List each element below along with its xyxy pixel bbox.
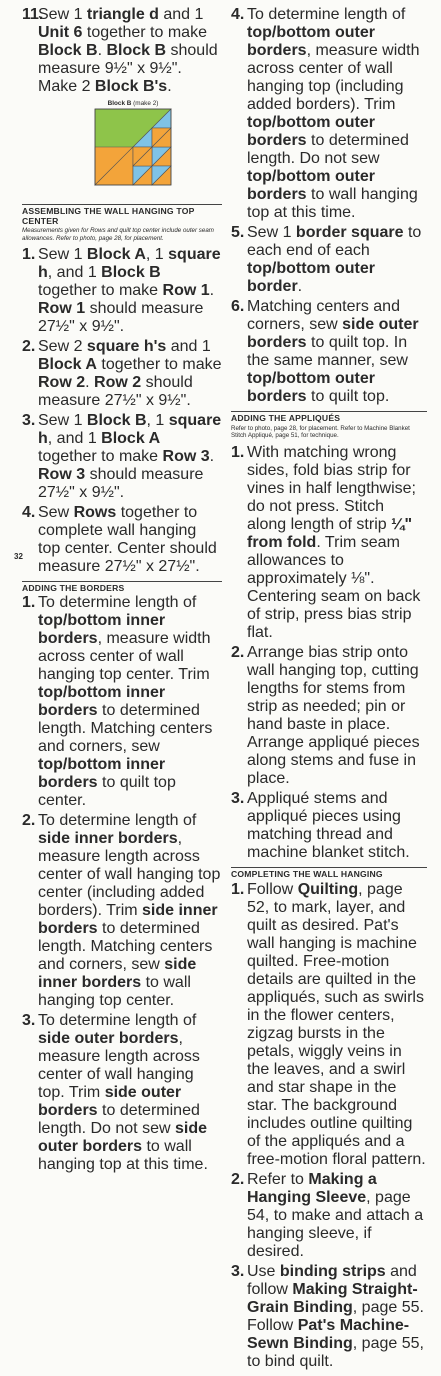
bold-term: ¼" from fold (247, 515, 413, 551)
text-run: and follow (247, 1263, 417, 1299)
step-number: 1. (22, 246, 36, 264)
text-run: To determine length of (38, 593, 197, 611)
step-item (22, 246, 222, 336)
bold-term: Row 3 (38, 466, 86, 484)
text-run: together to make (96, 356, 222, 374)
bold-term: triangle d (86, 6, 159, 23)
text-run: Sew 2 (38, 338, 87, 356)
bold-term: Block A (38, 356, 97, 374)
section-assembling-intro: Measurements given for Rows and quilt top center include outer seam allowances. Refer to photo, page 28, for placement. (22, 227, 214, 242)
bold-term: Block B (106, 42, 167, 59)
step-item (231, 644, 427, 788)
text-run: Refer to (247, 1171, 309, 1189)
section-completing-steps (231, 881, 427, 1371)
bold-term: side inner borders (38, 829, 178, 847)
right-column (231, 6, 427, 1376)
section-borders-cont (231, 6, 427, 406)
bold-term: Block A (86, 246, 146, 264)
bold-term: top/bottom outer borders (247, 168, 375, 203)
bold-term: top/bottom outer borders (247, 114, 375, 149)
section-borders (22, 581, 222, 1174)
step-number: 3. (22, 1011, 36, 1029)
text-run: should measure 27½" x 9½". (38, 374, 193, 410)
bold-term: square h (38, 246, 221, 282)
step-item (22, 1012, 222, 1174)
bold-term: Pat's Machine-Sewn Binding (247, 1317, 410, 1353)
text-run: , measure length across center of wall hanging top. Trim (38, 1029, 200, 1101)
step-text (38, 246, 222, 336)
text-run: together to make (38, 282, 163, 300)
step-number: 2. (231, 1171, 245, 1189)
text-run: Sew (38, 504, 74, 522)
text-run: . (85, 374, 95, 392)
text-run: , and 1 (47, 430, 102, 448)
bold-term: side outer borders (38, 1083, 182, 1119)
block-b-diagram (76, 109, 190, 185)
section-assembling-steps (22, 246, 222, 576)
text-run: . Trim seam allowances to approximately ⅛". Centering seam on back of strip, press bias strip flat. (247, 533, 421, 641)
step-item (231, 6, 427, 222)
step-number: 1. (22, 593, 36, 611)
bold-term: Block B (38, 42, 98, 59)
step-text (247, 881, 427, 1169)
step-text (38, 504, 222, 576)
text-run: , and 1 (47, 264, 102, 282)
bold-term: Block A (101, 430, 161, 448)
step-11-number: 11. (22, 6, 44, 23)
text-run: to determined length. Do not sew (38, 1101, 200, 1137)
step-item (231, 1263, 427, 1371)
text-run: To determine length of (38, 811, 197, 829)
step-item (22, 338, 222, 410)
step-text (247, 790, 427, 862)
section-completing (231, 867, 427, 1372)
bold-term: Unit 6 (38, 24, 83, 41)
text-run: should measure 27½" x 9½". (38, 300, 204, 336)
step-number: 2. (22, 338, 36, 356)
block-b-caption (76, 100, 190, 107)
text-run: should measure 27½" x 9½". (38, 466, 204, 502)
text-run: together to make (38, 448, 163, 466)
step-text (38, 812, 222, 1010)
step-11 (22, 6, 222, 96)
block-b-title: Block B (107, 100, 132, 107)
bold-term: binding strips (279, 1263, 386, 1281)
section-assembling-title: ASSEMBLING THE WALL HANGING TOP CENTER (22, 204, 222, 226)
bold-term: Block B (101, 264, 161, 282)
bold-term: Row 1 (162, 282, 210, 300)
text-run: Arrange bias strip onto wall hanging top, cutting lengths for stems from strip as needed; pin or hand baste in place. Arrange appliqué pieces along stems and fuse in place. (247, 643, 420, 787)
step-number: 3. (231, 789, 245, 807)
text-run: , measure width across center of wall hanging top center. Trim (38, 629, 211, 683)
bold-term: Block B's (94, 78, 168, 95)
step-item (22, 504, 222, 576)
text-run: . (297, 278, 303, 295)
left-column (22, 6, 222, 1179)
text-run: Sew 1 (38, 6, 87, 23)
text-run: , 1 (145, 246, 169, 264)
bold-term: Row 1 (38, 300, 86, 318)
block-b-figure (76, 100, 190, 190)
step-number: 4. (22, 504, 36, 522)
text-run: Follow (247, 881, 298, 899)
step-number: 3. (231, 1263, 245, 1281)
bold-term: top/bottom outer borders (247, 370, 375, 405)
step-text (38, 594, 222, 810)
step-number: 6. (231, 298, 245, 315)
text-run: , 1 (146, 412, 169, 430)
section-borders-steps-cont (231, 6, 427, 406)
text-run: and 1 (166, 338, 211, 356)
step-text (247, 298, 427, 406)
text-run: With matching wrong sides, fold bias strip for vines in half lengthwise; do not press. Stitch along length of strip (247, 443, 416, 533)
step-text (38, 338, 222, 410)
bold-term: side outer borders (38, 1119, 207, 1155)
step-item (231, 790, 427, 862)
bold-term: side inner borders (38, 955, 197, 991)
bold-term: top/bottom outer borders (247, 24, 375, 59)
text-run: to wall hanging top center. (38, 973, 191, 1009)
text-run: , page 52, to mark, layer, and quilt as desired. Pat's wall hanging is machine quilted. Free-motion details are quilted in the appliqués, such as swirls in the flower centers, zigzag bursts in the petals, wiggly veins in the leaves, and a swirl and star shape in the star. The background includes outline quilting of the appliqués and a free-motion floral pattern. (247, 881, 426, 1169)
step-number: 3. (22, 412, 36, 430)
bold-term: Row 3 (162, 448, 210, 466)
step-text (247, 644, 427, 788)
bold-term: top/bottom inner borders (38, 611, 166, 647)
text-run: , page 55. Follow (247, 1299, 424, 1335)
page-number: 32 (14, 552, 23, 561)
step-text (38, 412, 222, 502)
text-run: . (167, 78, 172, 95)
bold-term: border square (295, 224, 404, 241)
bold-term: side outer borders (247, 316, 419, 351)
bold-term: Block B (86, 412, 147, 430)
text-run: . (97, 42, 107, 59)
text-run: . (209, 282, 215, 300)
bold-term: square h's (86, 338, 167, 356)
bold-term: Row 2 (38, 374, 86, 392)
text-run: , measure width across center of wall hanging top (including added borders). Trim (247, 42, 420, 113)
text-run: , page 54, to make and attach a hanging sleeve, if desired. (247, 1189, 424, 1261)
step-text (247, 224, 427, 296)
bold-term: top/bottom inner borders (38, 755, 166, 791)
section-borders-title: ADDING THE BORDERS (22, 581, 222, 594)
text-run: to each end of each (247, 224, 422, 259)
bold-term: Making Straight-Grain Binding (247, 1281, 418, 1317)
text-run: to wall hanging top at this time. (247, 186, 418, 221)
step-item (231, 444, 427, 642)
text-run: to quilt top. In the same manner, sew (247, 334, 408, 369)
bold-term: side inner borders (38, 901, 218, 937)
section-applique-intro: Refer to photo, page 28, for placement. Refer to Machine Blanket Stitch Appliqué, page 51, for technique. (231, 424, 410, 440)
bold-term: side outer borders (38, 1029, 179, 1047)
text-run: Appliqué stems and appliqué pieces using matching thread and machine blanket stitch. (247, 789, 410, 861)
section-applique-steps (231, 444, 427, 862)
bold-term: top/bottom inner borders (38, 683, 166, 719)
bold-term: square h (38, 412, 222, 448)
bold-term: Row 2 (94, 374, 142, 392)
step-number: 5. (231, 224, 245, 241)
bold-term: Rows (73, 504, 117, 522)
text-run: To determine length of (247, 6, 406, 23)
text-run: to determined length. Matching centers and corners, sew (38, 919, 213, 973)
text-run: Matching centers and corners, sew (247, 298, 400, 333)
step-number: 2. (231, 643, 245, 661)
text-run: Sew 1 (247, 224, 296, 241)
step-text (247, 444, 427, 642)
step-text (247, 1263, 427, 1371)
step-number: 1. (231, 881, 245, 899)
step-item (231, 298, 427, 406)
step-item (231, 224, 427, 296)
text-run: To determine length of (38, 1011, 197, 1029)
step-text (247, 6, 427, 222)
block-b-count: (make 2) (133, 100, 159, 107)
text-run: and 1 (158, 6, 204, 23)
section-applique (231, 411, 427, 862)
text-run: Use (247, 1263, 280, 1281)
text-run: to wall hanging top at this time. (38, 1137, 208, 1173)
text-run: Sew 1 (38, 246, 87, 264)
section-completing-title: COMPLETING THE WALL HANGING (231, 867, 427, 880)
step-text (247, 1171, 427, 1261)
bold-term: Quilting (297, 881, 359, 899)
text-run: together to complete wall hanging top center. Center should measure 27½" x 27½". (38, 504, 217, 576)
text-run: , measure length across center of wall hanging top center (including added borders). Trim (38, 829, 221, 919)
text-run: to quilt top center. (38, 773, 176, 809)
step-text (38, 1012, 222, 1174)
step-number: 1. (231, 443, 245, 461)
text-run: , page 55, to bind quilt. (247, 1335, 424, 1371)
text-run: . (209, 448, 215, 466)
bold-term: Making a Hanging Sleeve (247, 1171, 377, 1207)
text-run: together to make (82, 24, 207, 41)
text-run: should measure 9½" x 9½". Make 2 (38, 42, 218, 95)
section-assembling (22, 204, 222, 576)
step-11-text (38, 6, 222, 96)
text-run: to quilt top. (306, 388, 390, 405)
step-item (22, 594, 222, 810)
text-run: to determined length. Do not sew (247, 132, 409, 167)
step-item (231, 1171, 427, 1261)
step-number: 4. (231, 6, 245, 23)
text-run: Sew 1 (38, 412, 87, 430)
step-number: 2. (22, 811, 36, 829)
section-borders-steps (22, 594, 222, 1174)
text-run: to determined length. Matching centers and corners, sew (38, 701, 213, 755)
section-applique-title: ADDING THE APPLIQUÉS (231, 411, 427, 424)
step-item (22, 812, 222, 1010)
step-item (231, 881, 427, 1169)
bold-term: top/bottom outer border (247, 260, 375, 295)
step-item (22, 412, 222, 502)
